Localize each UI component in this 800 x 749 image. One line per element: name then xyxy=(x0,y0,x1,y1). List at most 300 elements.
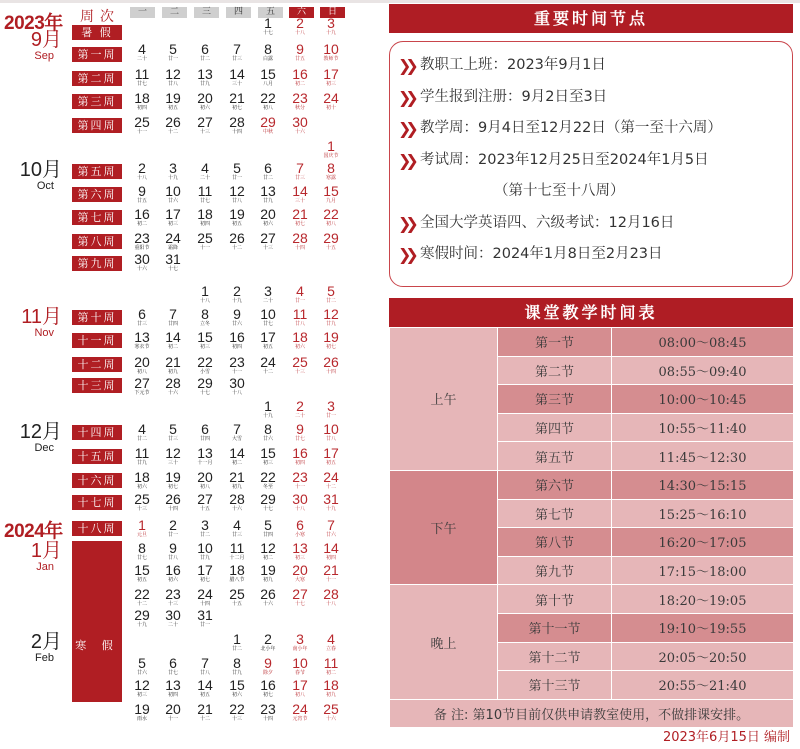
calendar-day xyxy=(286,518,314,539)
milestone-item: ❯❯ 全国大学英语四、六级考试：12月16日 xyxy=(398,208,792,240)
calendar-day xyxy=(317,284,345,305)
calendar-day xyxy=(286,632,314,653)
lunar-date: 十七 xyxy=(168,266,178,272)
week-label-6: 第六周 xyxy=(72,187,122,202)
period-evening: 晚上 xyxy=(390,585,498,699)
calendar-day xyxy=(191,355,219,376)
lunar-date: 十二 xyxy=(326,484,336,490)
milestones-title: 重要时间节点 xyxy=(389,4,793,33)
day-number: 21 xyxy=(229,469,245,485)
lunar-date: 廿七 xyxy=(137,81,147,87)
double-chevron-icon: ❯❯ xyxy=(398,245,413,264)
day-number: 20 xyxy=(260,206,276,222)
lunar-date: 初九 xyxy=(326,692,336,698)
lunar-date: 十八 xyxy=(137,175,147,181)
calendar-day xyxy=(317,307,345,328)
lunar-date: 小雪 xyxy=(200,369,210,375)
day-number: 30 xyxy=(292,491,308,507)
day-number: 6 xyxy=(296,517,304,533)
lunar-date: 廿八 xyxy=(295,321,305,327)
calendar-day xyxy=(254,492,282,513)
month-label-oct: 10月 Oct xyxy=(19,159,62,192)
day-number: 21 xyxy=(197,701,213,717)
lunar-date: 廿四 xyxy=(168,321,178,327)
calendar-day xyxy=(159,330,187,351)
lunar-date: 十七 xyxy=(295,601,305,607)
lunar-date: 廿六 xyxy=(168,198,178,204)
calendar-day xyxy=(128,184,156,205)
day-number: 2 xyxy=(264,631,272,647)
class-name: 第十节 xyxy=(498,585,612,614)
day-number: 6 xyxy=(201,41,209,57)
lunar-date: 廿二 xyxy=(232,646,242,652)
lunar-date: 廿二 xyxy=(263,175,273,181)
day-number: 23 xyxy=(165,586,181,602)
day-number: 8 xyxy=(264,421,272,437)
calendar-day xyxy=(128,207,156,228)
day-number: 14 xyxy=(323,540,339,556)
day-number: 1 xyxy=(138,517,146,533)
lunar-date: 南小年 xyxy=(292,646,308,652)
day-number: 5 xyxy=(138,655,146,671)
calendar-day xyxy=(191,284,219,305)
class-time: 15:25～16:10 xyxy=(612,499,794,528)
lunar-date: 十四 xyxy=(326,369,336,375)
week-label-7: 第七周 xyxy=(72,210,122,225)
lunar-date: 十二 xyxy=(137,601,147,607)
lunar-date: 初三 xyxy=(295,555,305,561)
day-number: 6 xyxy=(138,306,146,322)
day-number: 10 xyxy=(260,306,276,322)
calendar-day xyxy=(191,115,219,136)
day-number: 10 xyxy=(323,421,339,437)
day-number: 26 xyxy=(165,491,181,507)
lunar-date: 十一月 xyxy=(197,460,213,466)
day-number: 1 xyxy=(233,631,241,647)
calendar-day xyxy=(128,541,156,562)
day-number: 12 xyxy=(323,306,339,322)
calendar-day xyxy=(286,563,314,584)
day-number: 25 xyxy=(323,701,339,717)
day-number: 24 xyxy=(323,90,339,106)
lunar-date: 十四 xyxy=(232,129,242,135)
calendar-day xyxy=(254,16,282,37)
class-time: 20:55～21:40 xyxy=(612,671,794,700)
period-morning: 上午 xyxy=(390,328,498,471)
calendar-day xyxy=(191,91,219,112)
lunar-date: 初六 xyxy=(200,105,210,111)
lunar-date: 十八 xyxy=(295,506,305,512)
calendar-day xyxy=(159,422,187,443)
day-number: 23 xyxy=(292,469,308,485)
calendar-day xyxy=(191,492,219,513)
day-number: 25 xyxy=(229,586,245,602)
lunar-date: 教师节 xyxy=(323,56,339,62)
day-number: 16 xyxy=(292,66,308,82)
lunar-date: 廿四 xyxy=(263,532,273,538)
calendar-day xyxy=(254,632,282,653)
day-number: 31 xyxy=(323,491,339,507)
calendar-day xyxy=(128,563,156,584)
lunar-date: 初四 xyxy=(137,105,147,111)
day-number: 14 xyxy=(197,677,213,693)
weekday-sun: 日 xyxy=(320,7,345,18)
lunar-date: 廿二 xyxy=(326,298,336,304)
calendar-day xyxy=(159,207,187,228)
calendar-day xyxy=(286,307,314,328)
lunar-date: 廿七 xyxy=(168,670,178,676)
winter-break-block: 寒 假 xyxy=(72,541,122,702)
schedule-table xyxy=(389,327,794,728)
day-number: 7 xyxy=(169,306,177,322)
calendar-day xyxy=(159,161,187,182)
lunar-date: 十九 xyxy=(168,175,178,181)
lunar-date: 秋分 xyxy=(295,105,305,111)
day-number: 19 xyxy=(165,90,181,106)
double-chevron-icon: ❯❯ xyxy=(398,56,413,75)
lunar-date: 廿一 xyxy=(295,298,305,304)
day-number: 18 xyxy=(197,206,213,222)
calendar-day xyxy=(286,330,314,351)
calendar-day xyxy=(286,231,314,252)
lunar-date: 十四 xyxy=(200,601,210,607)
day-number: 10 xyxy=(197,540,213,556)
lunar-date: 廿八 xyxy=(168,81,178,87)
calendar-day xyxy=(254,91,282,112)
class-time: 18:20～19:05 xyxy=(612,585,794,614)
day-number: 26 xyxy=(229,230,245,246)
lunar-date: 十四 xyxy=(168,506,178,512)
day-number: 4 xyxy=(138,421,146,437)
week-label-4: 第四周 xyxy=(72,118,122,133)
calendar-day xyxy=(223,376,251,397)
day-number: 2 xyxy=(233,283,241,299)
lunar-date: 初七 xyxy=(200,577,210,583)
day-number: 14 xyxy=(165,329,181,345)
lunar-date: 十六 xyxy=(232,506,242,512)
calendar-day xyxy=(286,355,314,376)
day-number: 1 xyxy=(264,398,272,414)
calendar-day xyxy=(223,587,251,608)
lunar-date: 十一 xyxy=(137,129,147,135)
table-row xyxy=(390,470,794,499)
lunar-date: 大雪 xyxy=(232,436,242,442)
milestone-item: ❯❯ 教职工上班：2023年9月1日 xyxy=(398,50,792,82)
class-schedule xyxy=(389,327,793,728)
day-number: 23 xyxy=(292,90,308,106)
calendar-day xyxy=(254,422,282,443)
lunar-date: 十二 xyxy=(200,716,210,722)
lunar-date: 廿九 xyxy=(200,81,210,87)
lunar-date: 初三 xyxy=(137,692,147,698)
lunar-date: 初五 xyxy=(200,692,210,698)
day-number: 8 xyxy=(201,306,209,322)
day-number: 9 xyxy=(169,540,177,556)
lunar-date: 北小年 xyxy=(260,646,276,652)
day-number: 13 xyxy=(260,183,276,199)
day-number: 2 xyxy=(296,398,304,414)
week-label-5: 第五周 xyxy=(72,164,122,179)
calendar-day xyxy=(128,231,156,252)
calendar-day xyxy=(128,608,156,629)
calendar-day xyxy=(191,161,219,182)
calendar-day xyxy=(191,656,219,677)
day-number: 27 xyxy=(197,114,213,130)
day-number: 20 xyxy=(165,701,181,717)
lunar-date: 廿一 xyxy=(168,56,178,62)
lunar-date: 廿三 xyxy=(137,321,147,327)
calendar-day xyxy=(317,518,345,539)
day-number: 8 xyxy=(327,160,335,176)
calendar-day xyxy=(159,67,187,88)
day-number: 14 xyxy=(229,66,245,82)
calendar-day xyxy=(159,231,187,252)
lunar-date: 十三 xyxy=(232,716,242,722)
day-number: 4 xyxy=(233,517,241,533)
day-number: 27 xyxy=(260,230,276,246)
year-label-2024: 2024年 xyxy=(4,521,63,542)
day-number: 15 xyxy=(260,66,276,82)
calendar-day xyxy=(254,678,282,699)
calendar-day xyxy=(223,231,251,252)
calendar-day xyxy=(317,632,345,653)
calendar-day xyxy=(159,42,187,63)
day-number: 3 xyxy=(327,15,335,31)
day-number: 26 xyxy=(165,114,181,130)
class-name: 第五节 xyxy=(498,442,612,471)
lunar-date: 九月 xyxy=(326,198,336,204)
day-number: 16 xyxy=(229,329,245,345)
lunar-date: 初九 xyxy=(263,577,273,583)
calendar-day xyxy=(191,702,219,723)
calendar-day xyxy=(317,91,345,112)
day-number: 28 xyxy=(229,114,245,130)
day-number: 20 xyxy=(134,354,150,370)
day-number: 12 xyxy=(165,445,181,461)
lunar-date: 初五 xyxy=(263,344,273,350)
day-number: 4 xyxy=(296,283,304,299)
lunar-date: 初五 xyxy=(232,221,242,227)
lunar-date: 初六 xyxy=(232,692,242,698)
day-number: 17 xyxy=(292,677,308,693)
day-number: 13 xyxy=(165,677,181,693)
day-number: 21 xyxy=(165,354,181,370)
month-label-dec: 12月 Dec xyxy=(19,421,62,454)
class-name: 第三节 xyxy=(498,385,612,414)
week-label-15: 十五周 xyxy=(72,449,122,464)
lunar-date: 初二 xyxy=(168,344,178,350)
lunar-date: 十七 xyxy=(200,390,210,396)
class-time: 08:00～08:45 xyxy=(612,328,794,357)
calendar-day xyxy=(286,207,314,228)
milestone-item: ❯❯ 教学周：9月4日至12月22日（第一至十六周） xyxy=(398,113,792,145)
day-number: 19 xyxy=(134,701,150,717)
calendar-day xyxy=(128,587,156,608)
week-label-11: 十一周 xyxy=(72,333,122,348)
calendar-day xyxy=(191,470,219,491)
class-time: 11:45～12:30 xyxy=(612,442,794,471)
calendar-day xyxy=(128,446,156,467)
day-number: 9 xyxy=(296,421,304,437)
day-number: 23 xyxy=(229,354,245,370)
lunar-date: 廿八 xyxy=(200,670,210,676)
day-number: 30 xyxy=(134,251,150,267)
calendar-day xyxy=(128,678,156,699)
class-time: 14:30～15:15 xyxy=(612,470,794,499)
weekday-tue: 二 xyxy=(162,7,187,18)
calendar-day xyxy=(223,656,251,677)
day-number: 30 xyxy=(292,114,308,130)
calendar-day xyxy=(128,355,156,376)
calendar-day xyxy=(223,563,251,584)
calendar-day xyxy=(317,656,345,677)
day-number: 3 xyxy=(169,160,177,176)
compiled-date: 2023年6月15日 编制 xyxy=(662,730,790,745)
calendar-day xyxy=(159,115,187,136)
lunar-date: 十二 xyxy=(263,369,273,375)
week-label-2: 第二周 xyxy=(72,71,122,86)
lunar-date: 二十 xyxy=(295,413,305,419)
lunar-date: 初六 xyxy=(168,577,178,583)
lunar-date: 十三 xyxy=(137,506,147,512)
day-number: 3 xyxy=(296,631,304,647)
day-number: 7 xyxy=(233,421,241,437)
lunar-date: 元旦 xyxy=(137,532,147,538)
day-number: 9 xyxy=(264,655,272,671)
week-label-17: 十七周 xyxy=(72,495,122,510)
calendar-day xyxy=(159,376,187,397)
calendar-day xyxy=(191,541,219,562)
day-number: 8 xyxy=(233,655,241,671)
calendar-day xyxy=(317,541,345,562)
class-time: 10:55～11:40 xyxy=(612,413,794,442)
calendar-day xyxy=(191,330,219,351)
lunar-date: 廿一 xyxy=(232,175,242,181)
milestone-item: ❯❯ 考试周：2023年12月25日至2024年1月5日 xyxy=(398,145,792,177)
calendar-day xyxy=(128,330,156,351)
calendar-day xyxy=(191,587,219,608)
lunar-date: 二十 xyxy=(200,175,210,181)
lunar-date: 初六 xyxy=(137,484,147,490)
calendar-day xyxy=(223,470,251,491)
day-number: 19 xyxy=(323,329,339,345)
lunar-date: 下元节 xyxy=(134,390,150,396)
day-number: 10 xyxy=(292,655,308,671)
day-number: 27 xyxy=(292,586,308,602)
lunar-date: 十九 xyxy=(137,622,147,628)
lunar-date: 廿九 xyxy=(137,460,147,466)
lunar-date: 十七 xyxy=(263,506,273,512)
lunar-date: 廿九 xyxy=(326,321,336,327)
class-name: 第四节 xyxy=(498,413,612,442)
lunar-date: 白露 xyxy=(263,56,273,62)
lunar-date: 十四 xyxy=(295,245,305,251)
lunar-date: 十三 xyxy=(263,245,273,251)
calendar-day xyxy=(286,492,314,513)
day-number: 7 xyxy=(327,517,335,533)
day-number: 25 xyxy=(134,114,150,130)
day-number: 13 xyxy=(292,540,308,556)
day-number: 18 xyxy=(134,469,150,485)
day-number: 31 xyxy=(197,607,213,623)
day-number: 12 xyxy=(229,183,245,199)
lunar-date: 初八 xyxy=(326,221,336,227)
lunar-date: 廿三 xyxy=(232,532,242,538)
lunar-date: 十一 xyxy=(232,369,242,375)
milestone-item: ❯❯ 寒假时间：2024年1月8日至2月23日 xyxy=(398,239,792,271)
day-number: 17 xyxy=(197,562,213,578)
day-number: 16 xyxy=(165,562,181,578)
calendar-day xyxy=(128,91,156,112)
lunar-date: 初四 xyxy=(232,344,242,350)
lunar-date: 十四 xyxy=(263,716,273,722)
calendar-day xyxy=(317,422,345,443)
calendar-day xyxy=(254,161,282,182)
day-number: 15 xyxy=(197,329,213,345)
day-number: 15 xyxy=(134,562,150,578)
day-number: 17 xyxy=(165,206,181,222)
day-number: 18 xyxy=(134,90,150,106)
lunar-date: 廿六 xyxy=(137,670,147,676)
lunar-date: 重阳节 xyxy=(134,245,150,251)
lunar-date: 十六 xyxy=(326,716,336,722)
day-number: 2 xyxy=(169,517,177,533)
day-number: 16 xyxy=(260,677,276,693)
lunar-date: 春节 xyxy=(295,670,305,676)
lunar-date: 廿二 xyxy=(200,56,210,62)
calendar-day xyxy=(254,563,282,584)
month-label-feb: 2月 Feb xyxy=(30,631,62,664)
day-number: 26 xyxy=(323,354,339,370)
calendar-day xyxy=(317,16,345,37)
lunar-date: 廿八 xyxy=(326,436,336,442)
day-number: 23 xyxy=(134,230,150,246)
day-number: 28 xyxy=(292,230,308,246)
lunar-date: 初四 xyxy=(200,221,210,227)
day-number: 23 xyxy=(260,701,276,717)
day-number: 24 xyxy=(292,701,308,717)
calendar-day xyxy=(286,16,314,37)
day-number: 5 xyxy=(169,421,177,437)
lunar-date: 十九 xyxy=(263,413,273,419)
calendar-day xyxy=(159,608,187,629)
week-label-13: 十三周 xyxy=(72,378,122,393)
calendar-day xyxy=(223,632,251,653)
lunar-date: 大寒 xyxy=(295,577,305,583)
calendar-day xyxy=(254,702,282,723)
lunar-date: 二十 xyxy=(137,56,147,62)
calendar-day xyxy=(223,115,251,136)
calendar-day xyxy=(128,470,156,491)
day-number: 21 xyxy=(229,90,245,106)
calendar-day xyxy=(191,376,219,397)
week-label-16: 十六周 xyxy=(72,473,122,488)
day-number: 12 xyxy=(134,677,150,693)
calendar-day xyxy=(286,184,314,205)
lunar-date: 十六 xyxy=(168,390,178,396)
calendar-day xyxy=(286,446,314,467)
day-number: 6 xyxy=(264,160,272,176)
week-label-10: 第十周 xyxy=(72,310,122,325)
calendar-day xyxy=(254,184,282,205)
month-label-jan: 1月 Jan xyxy=(30,540,62,573)
double-chevron-icon: ❯❯ xyxy=(398,87,413,107)
lunar-date: 二十 xyxy=(168,622,178,628)
calendar-day xyxy=(254,330,282,351)
lunar-date: 十三 xyxy=(295,369,305,375)
day-number: 11 xyxy=(323,655,339,671)
lunar-date: 廿一 xyxy=(168,532,178,538)
